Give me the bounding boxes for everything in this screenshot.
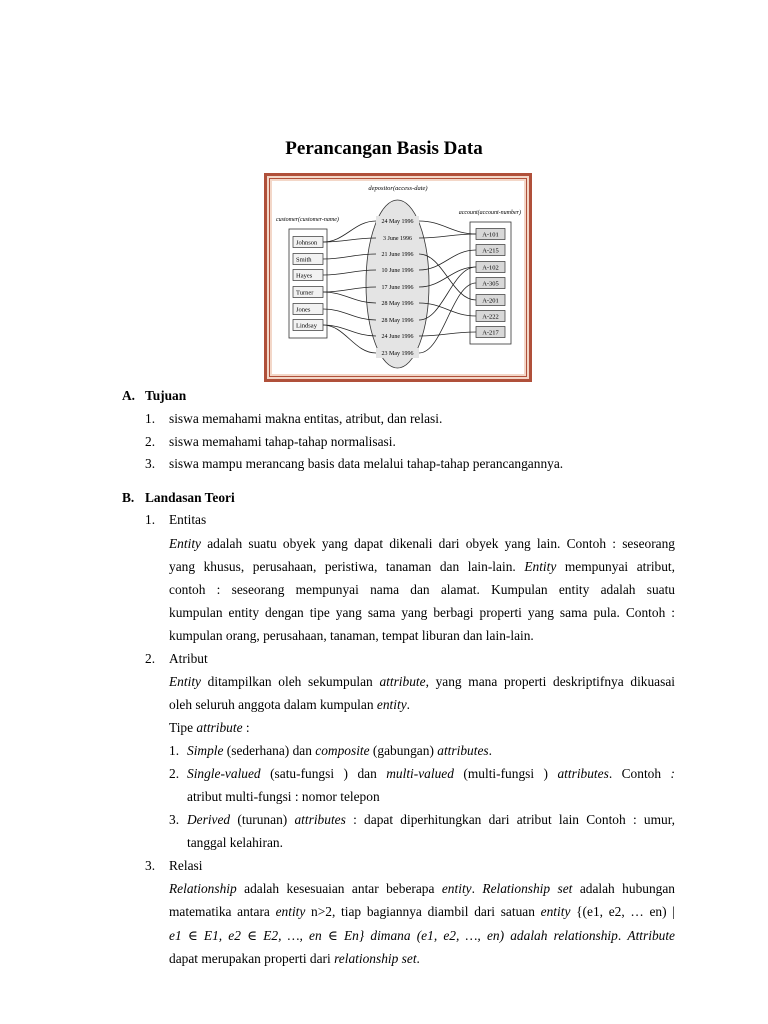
- er-diagram-figure: [263, 172, 533, 383]
- sublist-number: 3.: [169, 812, 180, 827]
- relasi-paragraph-line: e1 ∈ E1, e2 ∈ E2, …, en ∈ En} dimana (e1, e2, …, en) adalah relationship. Attribute: [169, 928, 675, 943]
- sublist-item-continuation: atribut multi-fungsi : nomor telepon: [187, 789, 380, 804]
- account-item: [476, 327, 505, 338]
- list-item: siswa memahami tahap-tahap normalisasi.: [169, 434, 396, 449]
- subsection-title-entitas: Entitas: [169, 512, 207, 527]
- account-number: A-201: [482, 297, 499, 305]
- date-label: 28 May 1996: [381, 318, 414, 325]
- customer-name: Turner: [296, 289, 314, 297]
- section-b-heading: Landasan Teori: [145, 490, 235, 505]
- customer-item: [293, 304, 323, 315]
- list-item: siswa memahami makna entitas, atribut, dan relasi.: [169, 411, 443, 426]
- date-label: 21 June 1996: [381, 252, 414, 259]
- relasi-paragraph-line: Relationship adalah kesesuaian antar beberapa entity. Relationship set adalah hubungan: [169, 881, 675, 896]
- customer-item: [293, 254, 323, 265]
- relasi-paragraph-line: dapat merupakan properti dari relationship set.: [169, 951, 420, 966]
- account-item: [476, 245, 505, 256]
- page-title: Perancangan Basis Data: [285, 138, 483, 159]
- date-item: [376, 331, 419, 341]
- date-item: [376, 265, 419, 275]
- customer-item: [293, 237, 323, 248]
- right-entity-label: account(account-number): [458, 210, 521, 216]
- subsection-title-relasi: Relasi: [169, 858, 203, 873]
- subsection-number: 1.: [145, 512, 156, 527]
- customer-name: Lindsay: [296, 322, 317, 330]
- sublist-item: Simple (sederhana) dan composite (gabungan) attributes.: [187, 743, 492, 758]
- date-item: [376, 249, 419, 259]
- account-number: A-102: [482, 264, 499, 272]
- list-item: siswa mampu merancang basis data melalui tahap-tahap perancangannya.: [169, 456, 564, 471]
- account-item: [476, 262, 505, 273]
- date-item: [376, 282, 419, 292]
- sublist-number: 1.: [169, 743, 180, 758]
- er-diagram: [263, 172, 533, 383]
- date-item: [376, 348, 419, 358]
- left-entity-label: customer(customer-name): [276, 217, 339, 223]
- entitas-paragraph-line: contoh : seseorang mempunyai nama dan alamat. Kumpulan entity adalah suatu: [169, 582, 675, 597]
- section-a-marker: A.: [122, 388, 136, 403]
- sublist-item: Single-valued (satu-fungsi ) dan multi-valued (multi-fungsi ) attributes. Contoh :: [187, 766, 675, 781]
- account-item: [476, 295, 505, 306]
- subsection-title-atribut: Atribut: [169, 651, 208, 666]
- account-number: A-215: [482, 247, 499, 255]
- date-label: 17 June 1996: [381, 285, 414, 292]
- atribut-paragraph-line: oleh seluruh anggota dalam kumpulan entity.: [169, 697, 410, 712]
- date-label: 28 May 1996: [381, 301, 414, 308]
- entitas-paragraph-line: kumpulan orang, perusahaan, tanaman, tempat liburan dan lain-lain.: [169, 628, 534, 643]
- customer-name: Smith: [296, 256, 312, 264]
- date-label: 23 May 1996: [381, 351, 414, 358]
- account-items: [476, 229, 505, 338]
- relasi-paragraph-line: matematika antara entity n>2, tiap bagiannya diambil dari satuan entity {(e1, e2, … en) |: [169, 904, 675, 919]
- list-item-number: 2.: [145, 434, 156, 449]
- date-item: [376, 315, 419, 325]
- customer-name: Hayes: [296, 272, 313, 280]
- entitas-paragraph-line: kumpulan entity dengan tipe yang sama yang berbagi properti yang sama pula. Contoh :: [169, 605, 675, 620]
- date-label: 10 June 1996: [381, 268, 414, 275]
- atribut-paragraph-line: Entity ditampilkan oleh sekumpulan attribute, yang mana properti deskriptifnya dikuasai: [169, 674, 676, 689]
- sublist-item-continuation: tanggal kelahiran.: [187, 835, 283, 850]
- account-item: [476, 311, 505, 322]
- sublist-number: 2.: [169, 766, 180, 781]
- account-number: A-222: [482, 313, 499, 321]
- tipe-attribute-line: Tipe attribute :: [169, 720, 250, 735]
- date-item: [376, 233, 419, 243]
- account-number: A-305: [482, 280, 499, 288]
- customer-item: [293, 320, 323, 331]
- section-a-heading: Tujuan: [145, 388, 187, 403]
- relationship-label: depositor(access-date): [368, 185, 428, 192]
- list-item-number: 3.: [145, 456, 156, 471]
- customer-name: Jones: [296, 306, 311, 314]
- date-item: [376, 298, 419, 308]
- date-items: [376, 216, 419, 358]
- date-label: 24 June 1996: [381, 334, 414, 341]
- account-number: A-101: [482, 231, 499, 239]
- date-item: [376, 216, 419, 226]
- account-number: A-217: [482, 329, 499, 337]
- date-label: 24 May 1996: [381, 219, 414, 226]
- sublist-item: Derived (turunan) attributes : dapat diperhitungkan dari atribut lain Contoh : umur,: [187, 812, 675, 827]
- date-label: 3 June 1996: [383, 236, 412, 243]
- entitas-paragraph-line: Entity adalah suatu obyek yang dapat dikenali dari obyek yang lain. Contoh : seseorang: [169, 536, 675, 551]
- subsection-number: 2.: [145, 651, 156, 666]
- list-item-number: 1.: [145, 411, 156, 426]
- customer-name: Johnson: [296, 239, 318, 247]
- customer-item: [293, 270, 323, 281]
- subsection-number: 3.: [145, 858, 156, 873]
- customer-item: [293, 287, 323, 298]
- entitas-paragraph-line: yang khusus, perusahaan, peristiwa, tanaman dan lain-lain. Entity mempunyai atribut,: [169, 559, 675, 574]
- account-item: [476, 229, 505, 240]
- account-item: [476, 278, 505, 289]
- section-b-marker: B.: [122, 490, 135, 505]
